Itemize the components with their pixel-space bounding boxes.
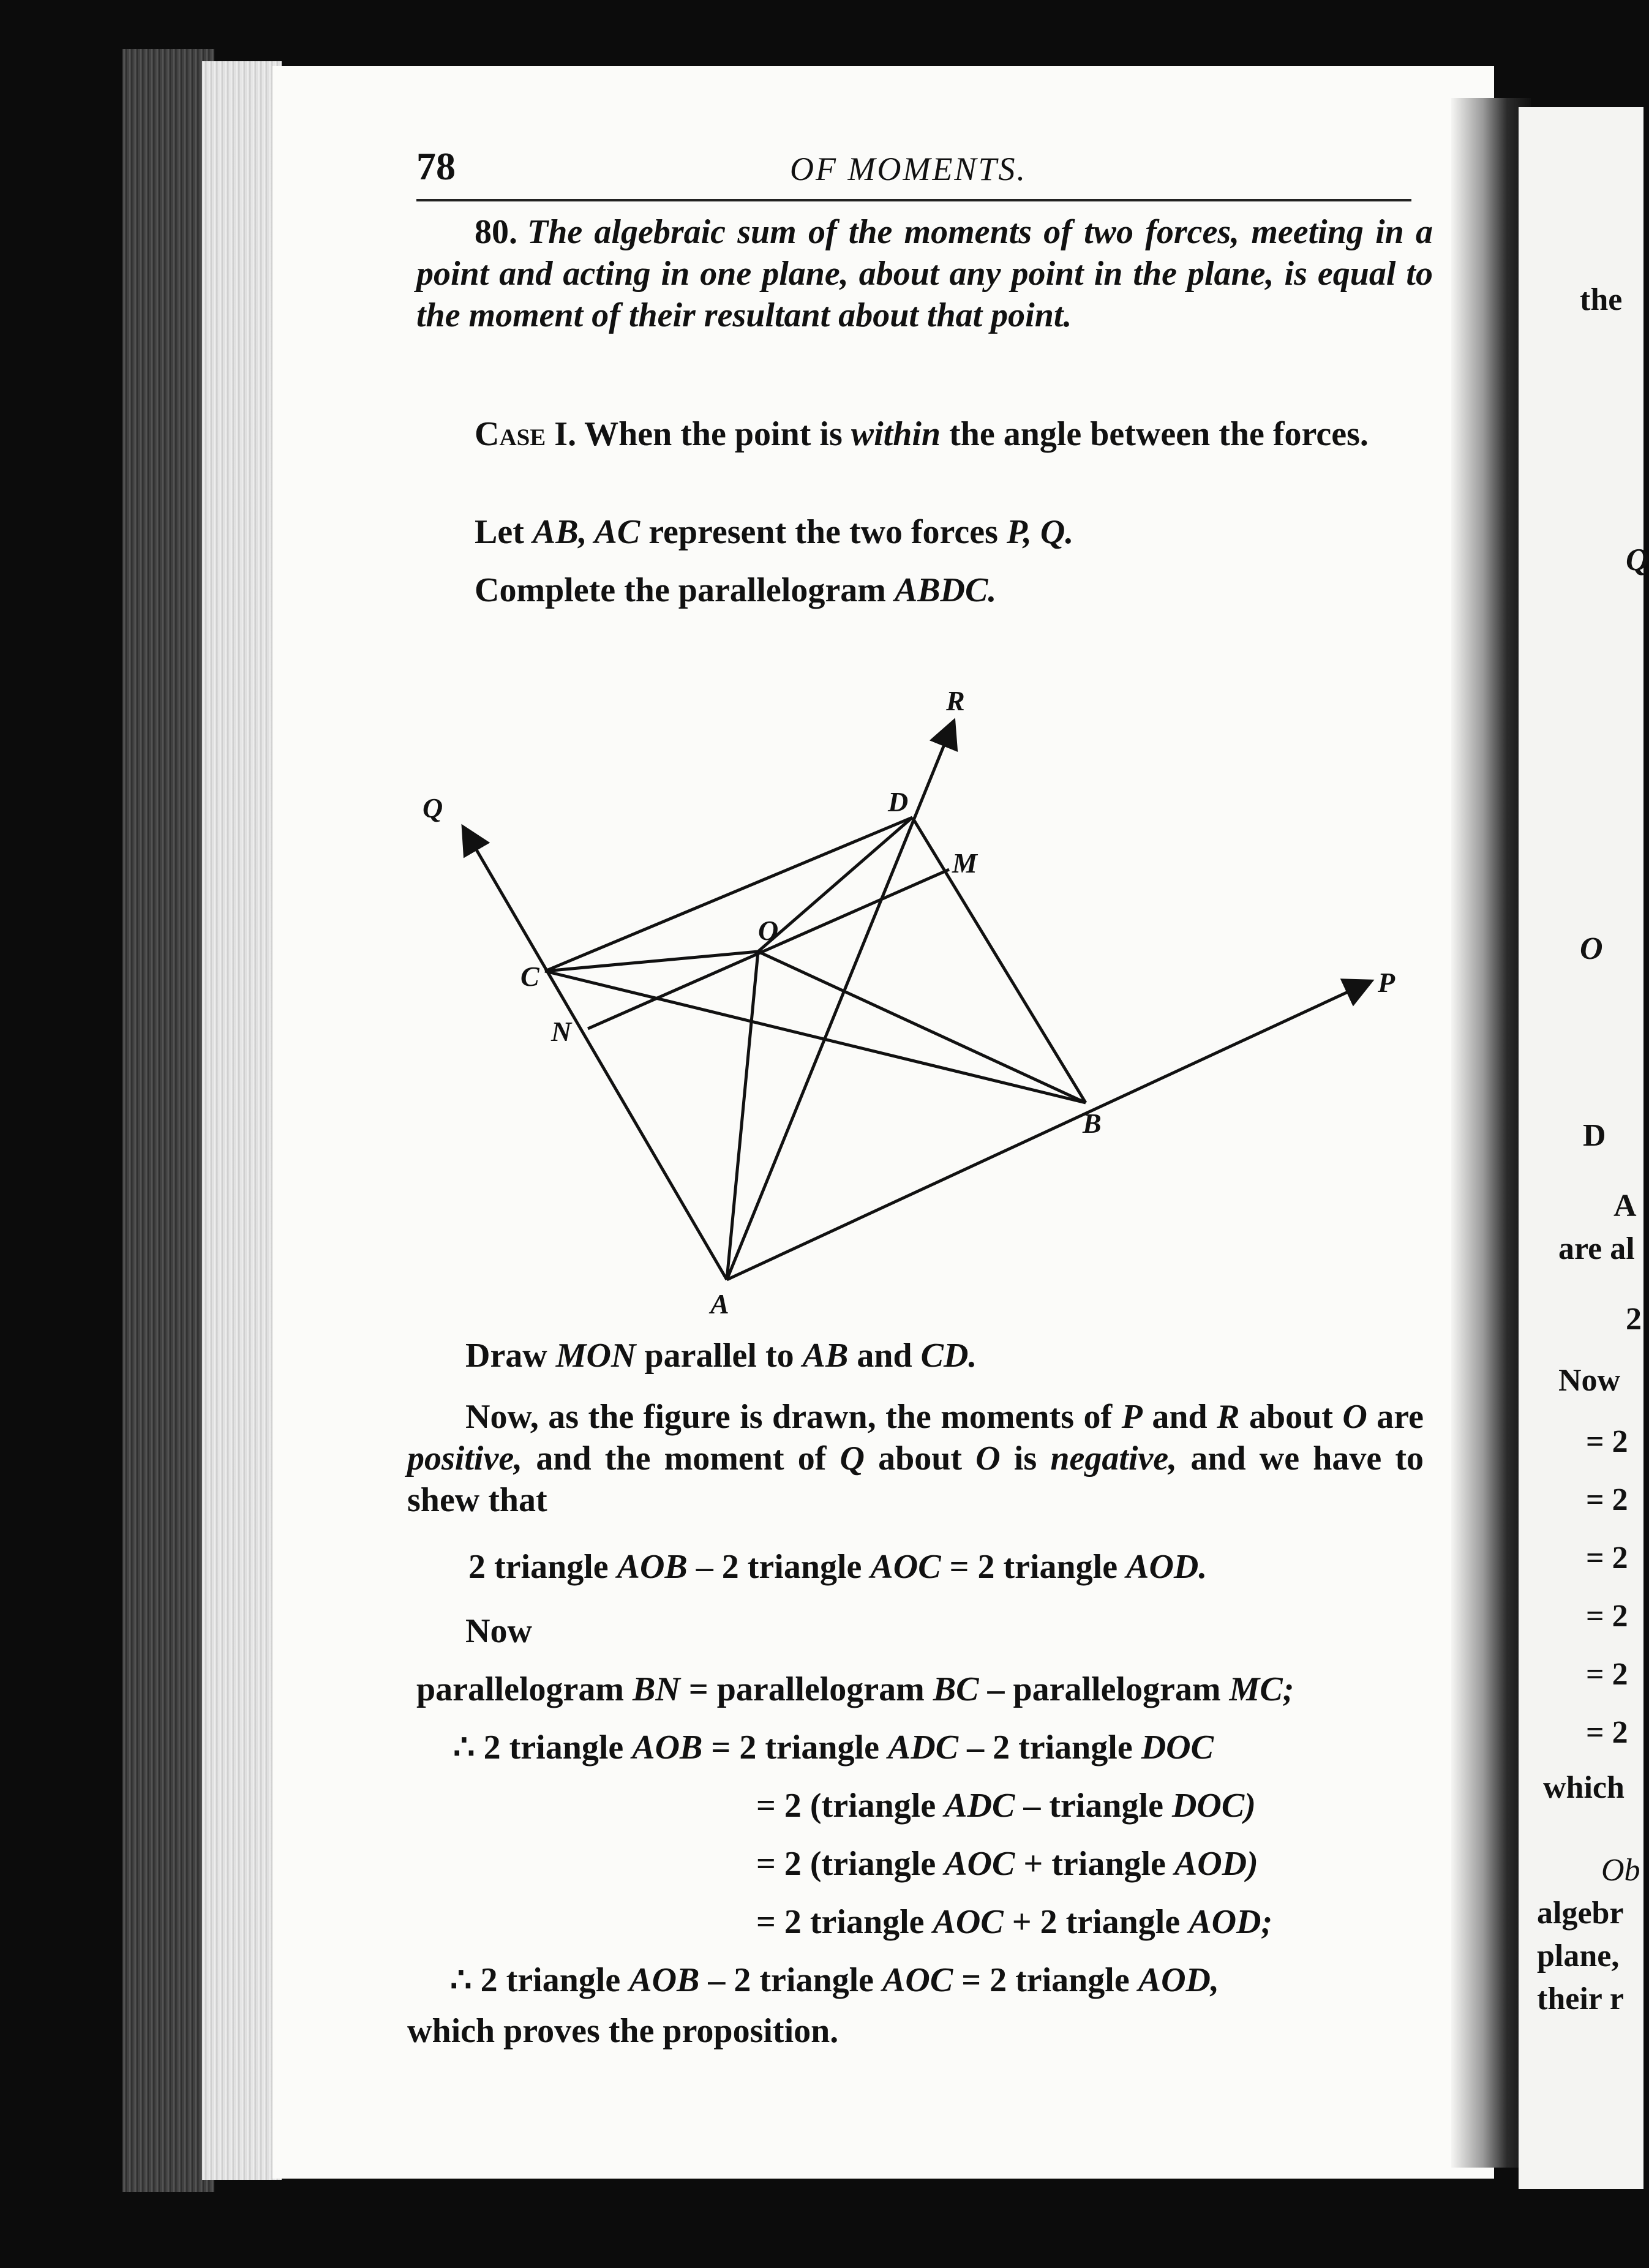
eq-text: – 2 triangle [708,1961,874,1999]
eq-aoc: AOC [882,1961,953,1999]
resultant-line-R [727,721,954,1280]
eq-text: = 2 triangle [711,1729,879,1767]
eq-aob: AOB [629,1961,700,1999]
equation-line [756,1901,1272,1943]
equation-line [756,1785,1256,1827]
label-N: N [551,1016,572,1047]
equation-line [453,1727,1214,1768]
label-D: D [888,786,909,817]
book-cover-edge [122,49,214,2192]
complete-prefix: Complete the parallelogram [475,571,886,609]
equation-line [450,1959,1219,2001]
facing-fragment: which [1543,1770,1625,1805]
eq-doc: DOC) [1171,1787,1256,1825]
facing-fragment: = 2 [1586,1424,1628,1459]
case-text-before: When the point is [584,415,843,453]
now-are: are [1377,1398,1424,1436]
case-text-after: the angle between the forces. [949,415,1369,453]
now-o1: O [1342,1398,1367,1436]
eq-text: = 2 (triangle [756,1787,936,1825]
now-part2: and the moment of [536,1440,827,1478]
draw-ab: AB [802,1337,849,1375]
eq-aob: AOB [632,1729,703,1767]
now-r: R [1217,1398,1240,1436]
parallelogram-name: ABDC. [894,571,997,609]
facing-fragment: plane, [1537,1939,1620,1973]
equation-line [756,1843,1258,1885]
facing-fragment: = 2 [1586,1541,1628,1575]
page-number: 78 [416,145,456,188]
now-label: Now [465,1612,532,1650]
facing-fragment: 2 [1626,1302,1642,1337]
geometry-figure [404,667,1445,1320]
conclusion-line: which proves the proposition. [407,2012,839,2050]
eq-aoc: AOC [870,1548,941,1586]
now-part3: and we have to shew that [407,1440,1424,1519]
facing-fragment: = 2 [1586,1657,1628,1692]
let-prefix: Let [475,513,524,551]
label-P: P [1378,967,1395,998]
now-and: and [1152,1398,1208,1436]
force-line-Q [463,827,727,1280]
eq-text: – parallelogram [987,1670,1221,1708]
now-is: is [1013,1440,1037,1478]
eq-text: + 2 triangle [1012,1903,1181,1941]
draw-cd: CD. [920,1337,977,1375]
eq-bc: BC [933,1670,979,1708]
draw-mon: MON [555,1337,636,1375]
eq-text: = 2 triangle [961,1961,1130,1999]
proposition-statement [416,211,1433,336]
facing-fragment: their r [1537,1981,1624,2016]
eq-text: ∴ 2 triangle [453,1729,624,1767]
draw-line [465,1335,977,1376]
now-positive: positive, [407,1440,523,1478]
let-middle: represent the two forces [648,513,998,551]
facing-fragment: are al [1558,1231,1635,1266]
eq-text: – 2 triangle [696,1548,862,1586]
eq-text: ∴ 2 triangle [450,1961,621,1999]
line-CD [545,817,912,971]
facing-fragment: the [1580,282,1623,317]
now-paragraph [407,1396,1424,1521]
eq-adc: ADC [887,1729,959,1767]
now-about: about [1249,1398,1333,1436]
eq-aod: AOD; [1189,1903,1273,1941]
label-Q: Q [423,792,443,824]
now-about2: about [878,1440,963,1478]
let-line [475,511,1073,553]
eq-aoc: AOC [933,1903,1004,1941]
facing-fragment: = 2 [1586,1599,1628,1634]
eq-aoc: AOC [944,1845,1015,1883]
let-forces: P, Q. [1006,513,1074,551]
eq-aod: AOD) [1174,1845,1258,1883]
case-heading [416,413,1433,455]
eq-text: + triangle [1023,1845,1166,1883]
facing-fragment: D [1583,1118,1606,1153]
facing-fragment: algebr [1537,1896,1624,1931]
case-label: Case I. [475,415,577,453]
running-head: OF MOMENTS. [790,151,1027,187]
facing-fragment: O [1580,931,1603,966]
line-AO [727,952,758,1280]
eq-adc: ADC [944,1787,1015,1825]
eq-text: parallelogram [416,1670,625,1708]
line-OD [758,817,912,952]
now-o2: O [975,1440,1001,1478]
draw-middle: parallel to [644,1337,794,1375]
label-M: M [952,847,977,879]
label-R: R [946,685,965,716]
facing-fragment: A [1613,1188,1637,1223]
page-stack-edge [202,61,282,2180]
page-header [416,138,1411,201]
parallelogram-diagram [404,667,1445,1320]
proposition-number: 80. [475,213,517,251]
line-DB [912,817,1086,1103]
facing-fragment: = 2 [1586,1715,1628,1750]
line-MN [588,869,949,1029]
facing-fragment: Ob [1601,1853,1640,1888]
eq-text: 2 triangle [468,1548,609,1586]
facing-page [1519,107,1649,2189]
eq-text: = parallelogram [688,1670,925,1708]
draw-and: and [857,1337,912,1375]
label-O: O [758,915,779,946]
eq-text: = 2 triangle [756,1903,925,1941]
eq-text: – 2 triangle [967,1729,1133,1767]
eq-aob: AOB [617,1548,688,1586]
now-negative: negative, [1050,1440,1178,1478]
label-C: C [520,961,539,992]
let-lines: AB, AC [532,513,640,551]
facing-fragment: Now [1558,1363,1621,1398]
draw-prefix: Draw [465,1337,547,1375]
equation-line [416,1669,1294,1710]
eq-text: = 2 (triangle [756,1845,936,1883]
case-emphasis: within [851,415,941,453]
now-p: P [1121,1398,1143,1436]
eq-aod: AOD. [1126,1548,1208,1586]
label-B: B [1083,1108,1102,1139]
facing-fragment: = 2 [1586,1482,1628,1517]
equation-to-show [468,1546,1207,1588]
eq-doc: DOC [1141,1729,1214,1767]
now-part1: Now, as the figure is drawn, the moments of [465,1398,1113,1436]
force-line-P [727,981,1372,1280]
eq-text: = 2 triangle [949,1548,1118,1586]
line-CB [545,971,1086,1103]
eq-aod: AOD, [1138,1961,1219,1999]
eq-text: – triangle [1023,1787,1163,1825]
complete-line [475,569,996,611]
facing-fragment: Q [1626,543,1649,577]
proposition-text: The algebraic sum of the moments of two forces, meeting in a point and acting in one plane, about any point in the plane, is equal to the moment of their resultant about that point. [416,213,1433,334]
eq-bn: BN [633,1670,680,1708]
eq-mc: MC; [1229,1670,1294,1708]
label-A: A [710,1288,729,1320]
now-q: Q [840,1440,865,1478]
